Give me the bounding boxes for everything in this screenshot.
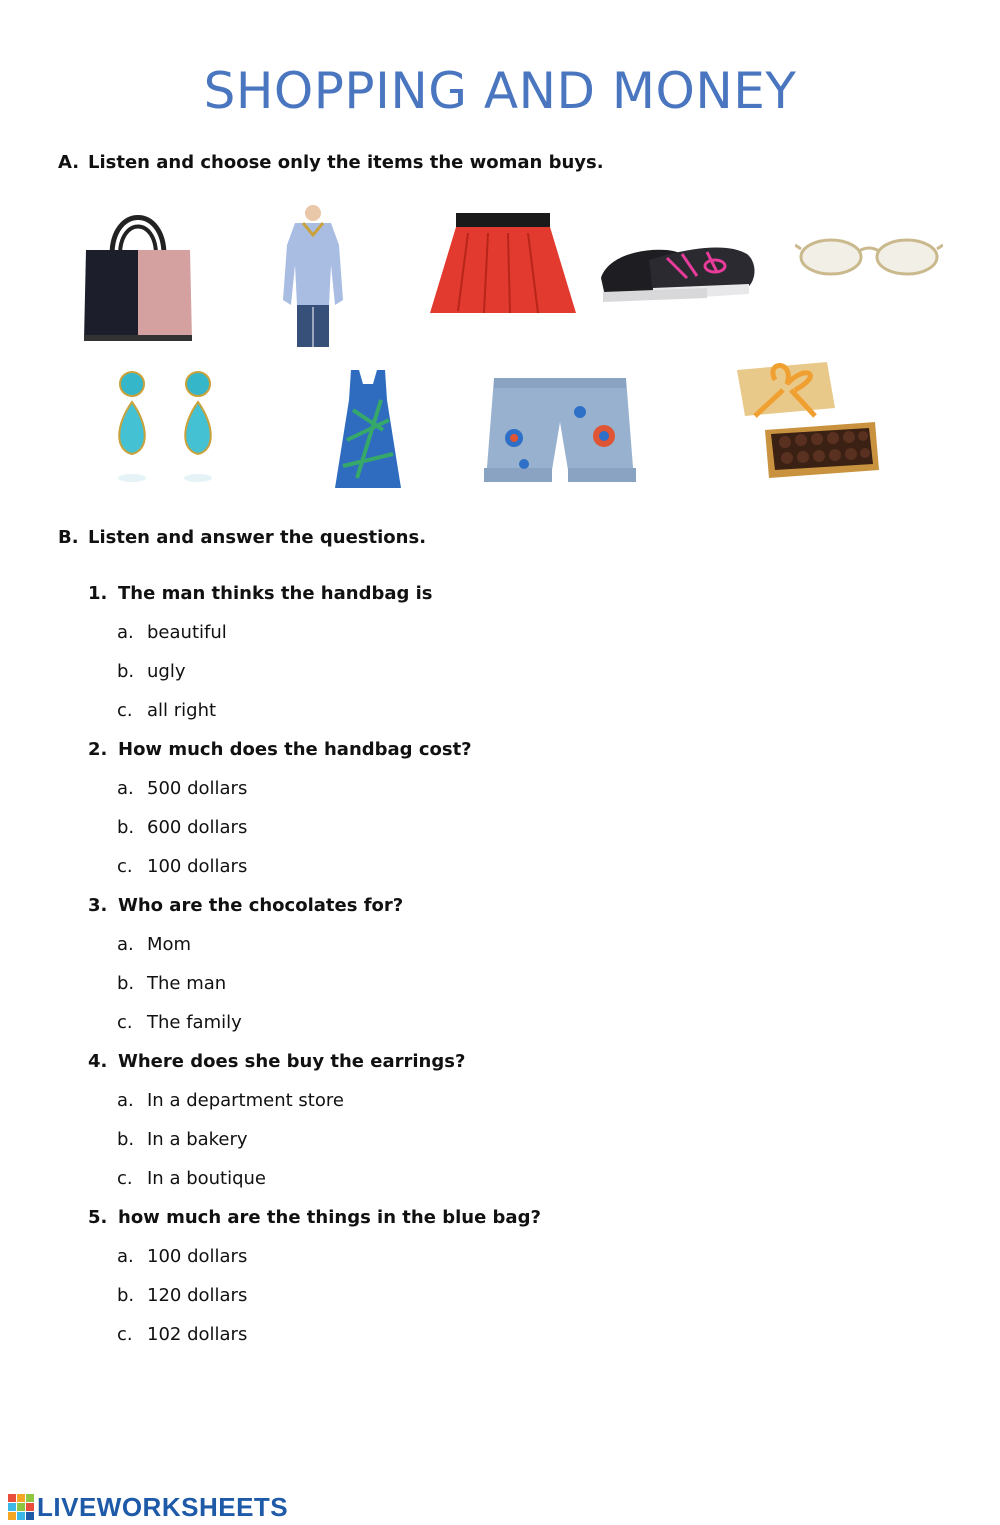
- sneakers-icon[interactable]: [597, 228, 759, 316]
- option-text: The family: [147, 1012, 242, 1033]
- option-letter: b.: [117, 817, 135, 838]
- option-letter: a.: [117, 1246, 134, 1267]
- question-text: The man thinks the handbag is: [118, 583, 433, 604]
- question-number: 3.: [88, 895, 108, 916]
- section-a-heading: [58, 152, 604, 173]
- question-number: 4.: [88, 1051, 108, 1072]
- question-text: Who are the chocolates for?: [118, 895, 404, 916]
- question-4-option-c[interactable]: [117, 1168, 266, 1189]
- question-5: [88, 1207, 541, 1228]
- option-text: beautiful: [147, 622, 227, 643]
- question-2-option-b[interactable]: [117, 817, 247, 838]
- earrings-icon[interactable]: [112, 368, 220, 490]
- option-text: In a boutique: [147, 1168, 267, 1189]
- question-text: How much does the handbag cost?: [118, 739, 472, 760]
- question-number: 2.: [88, 739, 108, 760]
- question-2-option-a[interactable]: [117, 778, 247, 799]
- question-2-option-c[interactable]: [117, 856, 247, 877]
- chocolates-icon[interactable]: [735, 360, 880, 482]
- option-text: The man: [147, 973, 227, 994]
- question-1-option-a[interactable]: [117, 622, 227, 643]
- skirt-icon[interactable]: [428, 213, 578, 321]
- handbag-icon[interactable]: [82, 195, 194, 343]
- section-a-instruction: Listen and choose only the items the woman buys.: [88, 152, 604, 173]
- liveworksheets-logo-icon: [8, 1494, 34, 1520]
- question-1-option-c[interactable]: [117, 700, 216, 721]
- option-text: 100 dollars: [147, 1246, 248, 1267]
- question-5-option-a[interactable]: [117, 1246, 247, 1267]
- question-text: how much are the things in the blue bag?: [118, 1207, 541, 1228]
- option-letter: a.: [117, 622, 134, 643]
- option-text: all right: [147, 700, 217, 721]
- question-4-option-b[interactable]: [117, 1129, 248, 1150]
- option-text: In a department store: [147, 1090, 344, 1111]
- question-1-option-b[interactable]: [117, 661, 186, 682]
- option-letter: b.: [117, 661, 135, 682]
- question-number: 5.: [88, 1207, 108, 1228]
- question-number: 1.: [88, 583, 108, 604]
- question-3-option-a[interactable]: [117, 934, 191, 955]
- option-letter: a.: [117, 1090, 134, 1111]
- section-a-letter: A.: [58, 152, 80, 173]
- option-letter: b.: [117, 973, 135, 994]
- shirt-icon[interactable]: [273, 205, 353, 350]
- question-text: Where does she buy the earrings?: [118, 1051, 466, 1072]
- footer-brand-text: LIVEWORKSHEETS: [37, 1491, 289, 1522]
- shorts-icon[interactable]: [480, 372, 640, 484]
- option-letter: a.: [117, 934, 134, 955]
- option-text: 120 dollars: [147, 1285, 248, 1306]
- section-b-heading: [58, 527, 426, 548]
- option-letter: c.: [117, 1168, 133, 1189]
- section-b-instruction: Listen and answer the questions.: [88, 527, 427, 548]
- option-text: In a bakery: [147, 1129, 248, 1150]
- option-text: 102 dollars: [147, 1324, 248, 1345]
- question-5-option-b[interactable]: [117, 1285, 247, 1306]
- question-1: [88, 583, 433, 604]
- question-4-option-a[interactable]: [117, 1090, 344, 1111]
- option-letter: c.: [117, 1324, 133, 1345]
- option-text: Mom: [147, 934, 192, 955]
- question-2: [88, 739, 472, 760]
- page-title: SHOPPING AND MONEY: [203, 62, 797, 120]
- option-letter: a.: [117, 778, 134, 799]
- question-3-option-b[interactable]: [117, 973, 226, 994]
- question-4: [88, 1051, 465, 1072]
- option-letter: c.: [117, 1012, 133, 1033]
- option-text: 500 dollars: [147, 778, 248, 799]
- option-text: ugly: [147, 661, 186, 682]
- section-b-letter: B.: [58, 527, 79, 548]
- question-3: [88, 895, 403, 916]
- option-letter: c.: [117, 856, 133, 877]
- option-letter: b.: [117, 1129, 135, 1150]
- option-letter: b.: [117, 1285, 135, 1306]
- question-3-option-c[interactable]: [117, 1012, 242, 1033]
- option-text: 600 dollars: [147, 817, 248, 838]
- option-letter: c.: [117, 700, 133, 721]
- footer-brand[interactable]: [8, 1492, 288, 1522]
- glasses-icon[interactable]: [795, 233, 943, 277]
- option-text: 100 dollars: [147, 856, 248, 877]
- question-5-option-c[interactable]: [117, 1324, 247, 1345]
- dress-icon[interactable]: [333, 370, 403, 492]
